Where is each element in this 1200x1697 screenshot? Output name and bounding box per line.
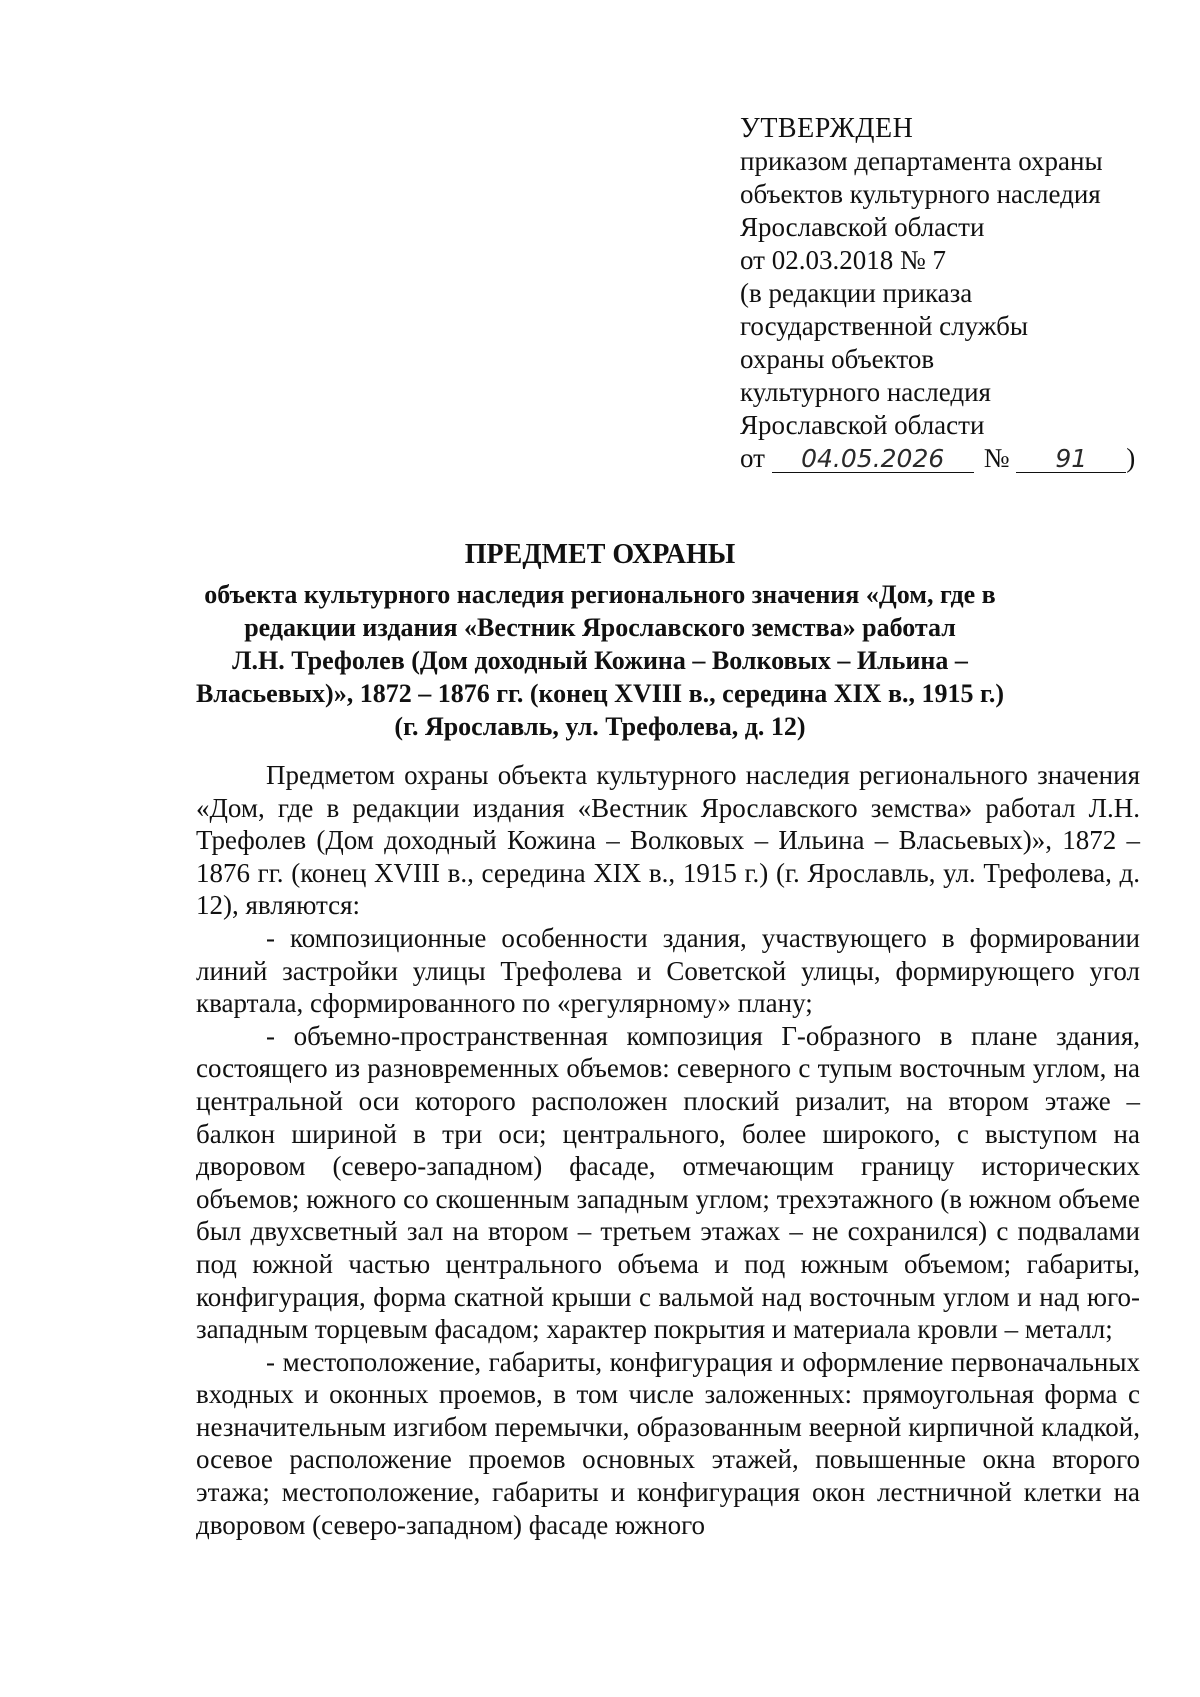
closing-paren: ) [1126,443,1136,473]
intro-paragraph: Предметом охраны объекта культурного наследия регионального значения «Дом, где в редакции издания «Вестник Ярославского земства» работал Л.Н. Трефолев (Дом доходный Кожина – Волковых – Ильина – Власьевых)», 1872 – 1876 гг. (конец XVIII в., середина XIX в., 1915 г.) (г. Ярославль, ул. Трефолева, д. 12), являются: [196,760,1140,921]
approval-line: государственной службы [740,311,1028,341]
approval-heading: УТВЕРЖДЕН [740,113,914,144]
document-title: ПРЕДМЕТ ОХРАНЫ [464,539,736,570]
document-body [196,759,1140,1541]
subtitle-line: (г. Ярославль, ул. Трефолева, д. 12) [394,712,806,741]
approval-line: культурного наследия [740,377,991,407]
document-title-block [150,538,1050,743]
subtitle-line: Власьевых)», 1872 – 1876 гг. (конец XVIII в., середина XIX в., 1915 г.) [195,679,1005,708]
handwritten-number: 91 [1016,446,1126,473]
approval-line: объектов культурного наследия [740,179,1101,209]
subtitle-line: объекта культурного наследия регионального значения «Дом, где в [204,580,996,609]
list-item: - местоположение, габариты, конфигурация и оформление первоначальных входных и оконных проемов, в том числе заложенных: прямоугольная форма с незначительным изгибом перемычки, образованным веерной кирпичной кладкой, осевое расположение проемов основных этажей, повышенные окна второго этажа; местоположение, габариты и конфигурация окон лестничной клетки на дворовом (северо-западном) фасаде южного [196,1346,1140,1540]
approval-date-number-line [740,442,1160,475]
approval-line: приказом департамента охраны [740,146,1103,176]
number-sign: № [983,443,1010,473]
approval-stamp [740,112,1160,475]
approval-line: Ярославской области [740,212,985,242]
approval-line: от 02.03.2018 № 7 [740,245,946,275]
subtitle-line: Л.Н. Трефолев (Дом доходный Кожина – Волковых – Ильина – [232,646,968,675]
approval-line: (в редакции приказа [740,278,973,308]
subtitle-line: редакции издания «Вестник Ярославского земства» работал [244,613,956,642]
list-item: - композиционные особенности здания, участвующего в формировании линий застройки улицы Трефолева и Советской улицы, формирующего угол квартала, сформированного по «регулярному» плану; [196,922,1140,1019]
approval-line: Ярославской области [740,410,985,440]
handwritten-date: 04.05.2026 [772,446,974,473]
date-prefix: от [740,443,765,473]
list-item: - объемно-пространственная композиция Г-образного в плане здания, состоящего из разновременных объемов: северного с тупым восточным углом, на центральной оси которого расположен плоский ризалит, на втором этаже – балкон шириной в три оси; центрального, более широкого, с выступом на дворовом (северо-западном) фасаде, отмечающим границу исторических объемов; южного со скошенным западным углом; трехэтажного (в южном объеме был двухсветный зал на втором – третьем этажах – не сохранился) с подвалами под южной частью центрального объема и под южным объемом; габариты, конфигурация, форма скатной крыши с вальмой над восточным углом и над юго-западным торцевым фасадом; характер покрытия и материала кровли – металл; [196,1020,1140,1345]
approval-line: охраны объектов [740,344,935,374]
